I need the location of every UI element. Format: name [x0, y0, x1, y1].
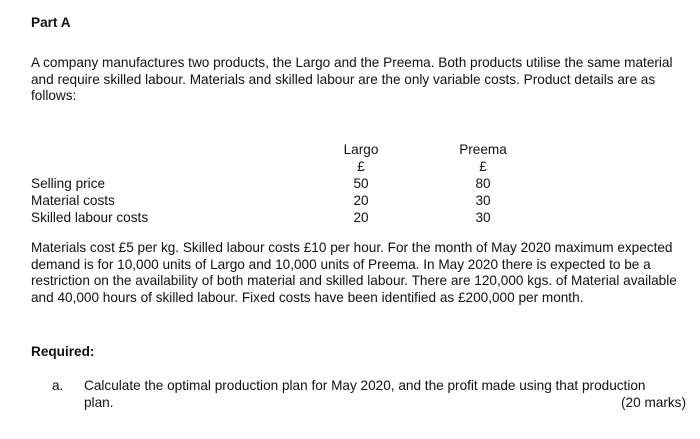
product-details-table: [31, 142, 551, 232]
question-text-line2: plan.: [84, 394, 114, 410]
cell-largo-material-costs: 20: [353, 193, 369, 208]
column-header-preema: Preema: [459, 142, 507, 157]
column-header-largo: Largo: [343, 142, 379, 157]
cell-preema-selling-price: 80: [475, 176, 491, 191]
row-label-selling-price: Selling price: [31, 176, 106, 191]
column-unit-largo: £: [357, 159, 365, 174]
row-label-skilled-labour-costs: Skilled labour costs: [31, 210, 149, 225]
intro-paragraph: A company manufactures two products, the Largo and the Preema. Both products utilise the same material and require skilled labour. Materials and skilled labour are the only variable costs. Product details are as follows:: [31, 55, 673, 103]
question-text-line1: Calculate the optimal production plan for May 2020, and the profit made using that production: [84, 378, 646, 393]
question-line2: [84, 395, 686, 412]
cell-preema-skilled-labour-costs: 30: [475, 210, 491, 225]
required-heading: Required:: [31, 344, 95, 359]
row-label-material-costs: Material costs: [31, 193, 115, 208]
column-unit-preema: £: [479, 159, 487, 174]
cell-largo-skilled-labour-costs: 20: [353, 210, 369, 225]
question-marks: (20 marks): [621, 394, 686, 410]
question-item: [84, 378, 694, 411]
cell-largo-selling-price: 50: [353, 176, 369, 191]
details-paragraph: Materials cost £5 per kg. Skilled labour costs £10 per hour. For the month of May 2020 maximum expected demand is for 10,000 units of Largo and 10,000 units of Preema. In May 2020 there is expected to be a restriction on the availability of both material and skilled labour. There are 120,000 kgs. of Material available and 40,000 hours of skilled labour. Fixed costs have been identified as £200,000 per month.: [31, 240, 677, 305]
part-title: Part A: [31, 15, 71, 30]
question-marker: a.: [52, 378, 64, 393]
cell-preema-material-costs: 30: [475, 193, 491, 208]
